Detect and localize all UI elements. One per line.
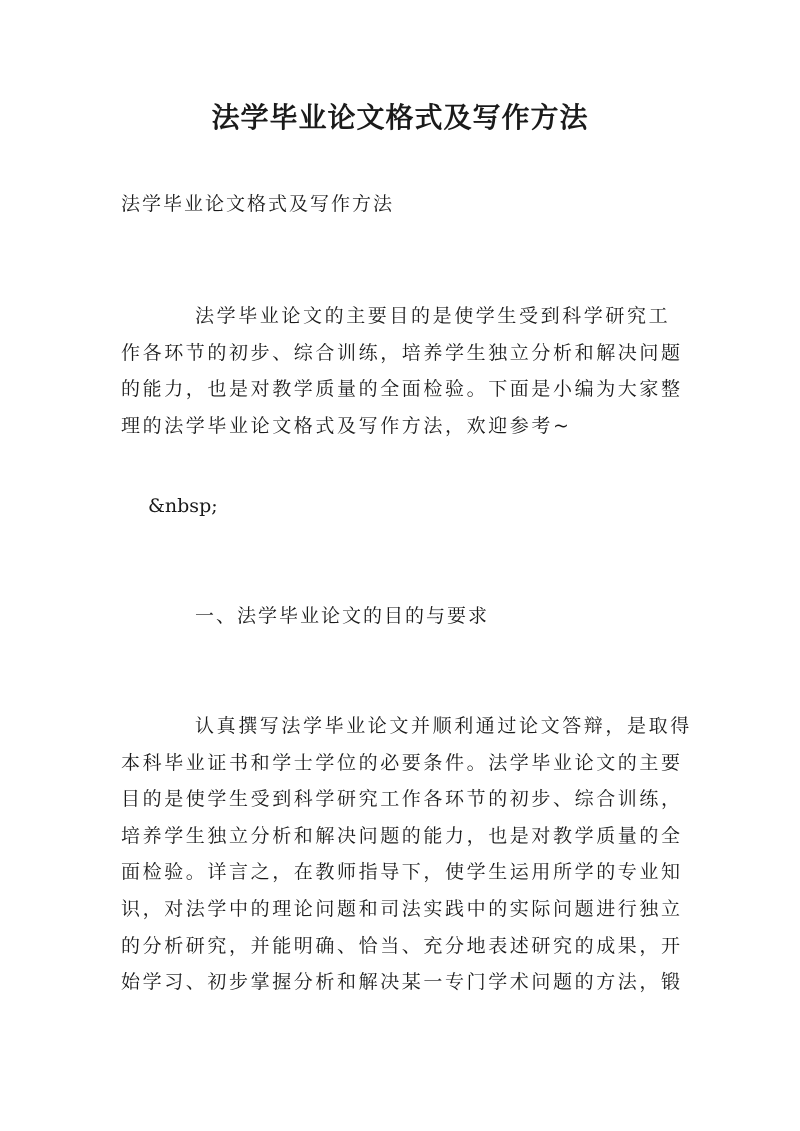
body-paragraph <box>121 708 692 1001</box>
intro-line: 法学毕业论文的主要目的是使学生受到科学研究工 <box>195 305 671 327</box>
intro-line: 的能力，也是对教学质量的全面检验。下面是小编为大家整 <box>121 378 683 401</box>
body-line: 目的是使学生受到科学研究工作各环节的初步、综合训练， <box>121 788 683 811</box>
body-line: 本科毕业证书和学士学位的必要条件。法学毕业论文的主要 <box>121 751 683 774</box>
body-line: 始学习、初步掌握分析和解决某一专门学术问题的方法，锻 <box>121 971 683 994</box>
intro-line: 作各环节的初步、综合训练，培养学生独立分析和解决问题 <box>121 341 683 364</box>
body-line: 培养学生独立分析和解决问题的能力，也是对教学质量的全 <box>121 824 683 847</box>
intro-line: 理的法学毕业论文格式及写作方法，欢迎参考~ <box>121 414 572 437</box>
nbsp-artifact-text: &nbsp; <box>148 495 218 517</box>
body-line: 认真撰写法学毕业论文并顺利通过论文答辩，是取得 <box>195 715 692 737</box>
intro-paragraph <box>121 298 681 444</box>
section-heading: 一、法学毕业论文的目的与要求 <box>195 605 490 627</box>
body-line: 的分析研究，并能明确、恰当、充分地表述研究的成果，开 <box>121 934 683 957</box>
body-line: 面检验。详言之，在教师指导下，使学生运用所学的专业知 <box>121 861 683 884</box>
body-line: 识，对法学中的理论问题和司法实践中的实际问题进行独立 <box>121 897 683 920</box>
document-subtitle: 法学毕业论文格式及写作方法 <box>121 193 395 215</box>
document-title: 法学毕业论文格式及写作方法 <box>211 101 589 134</box>
